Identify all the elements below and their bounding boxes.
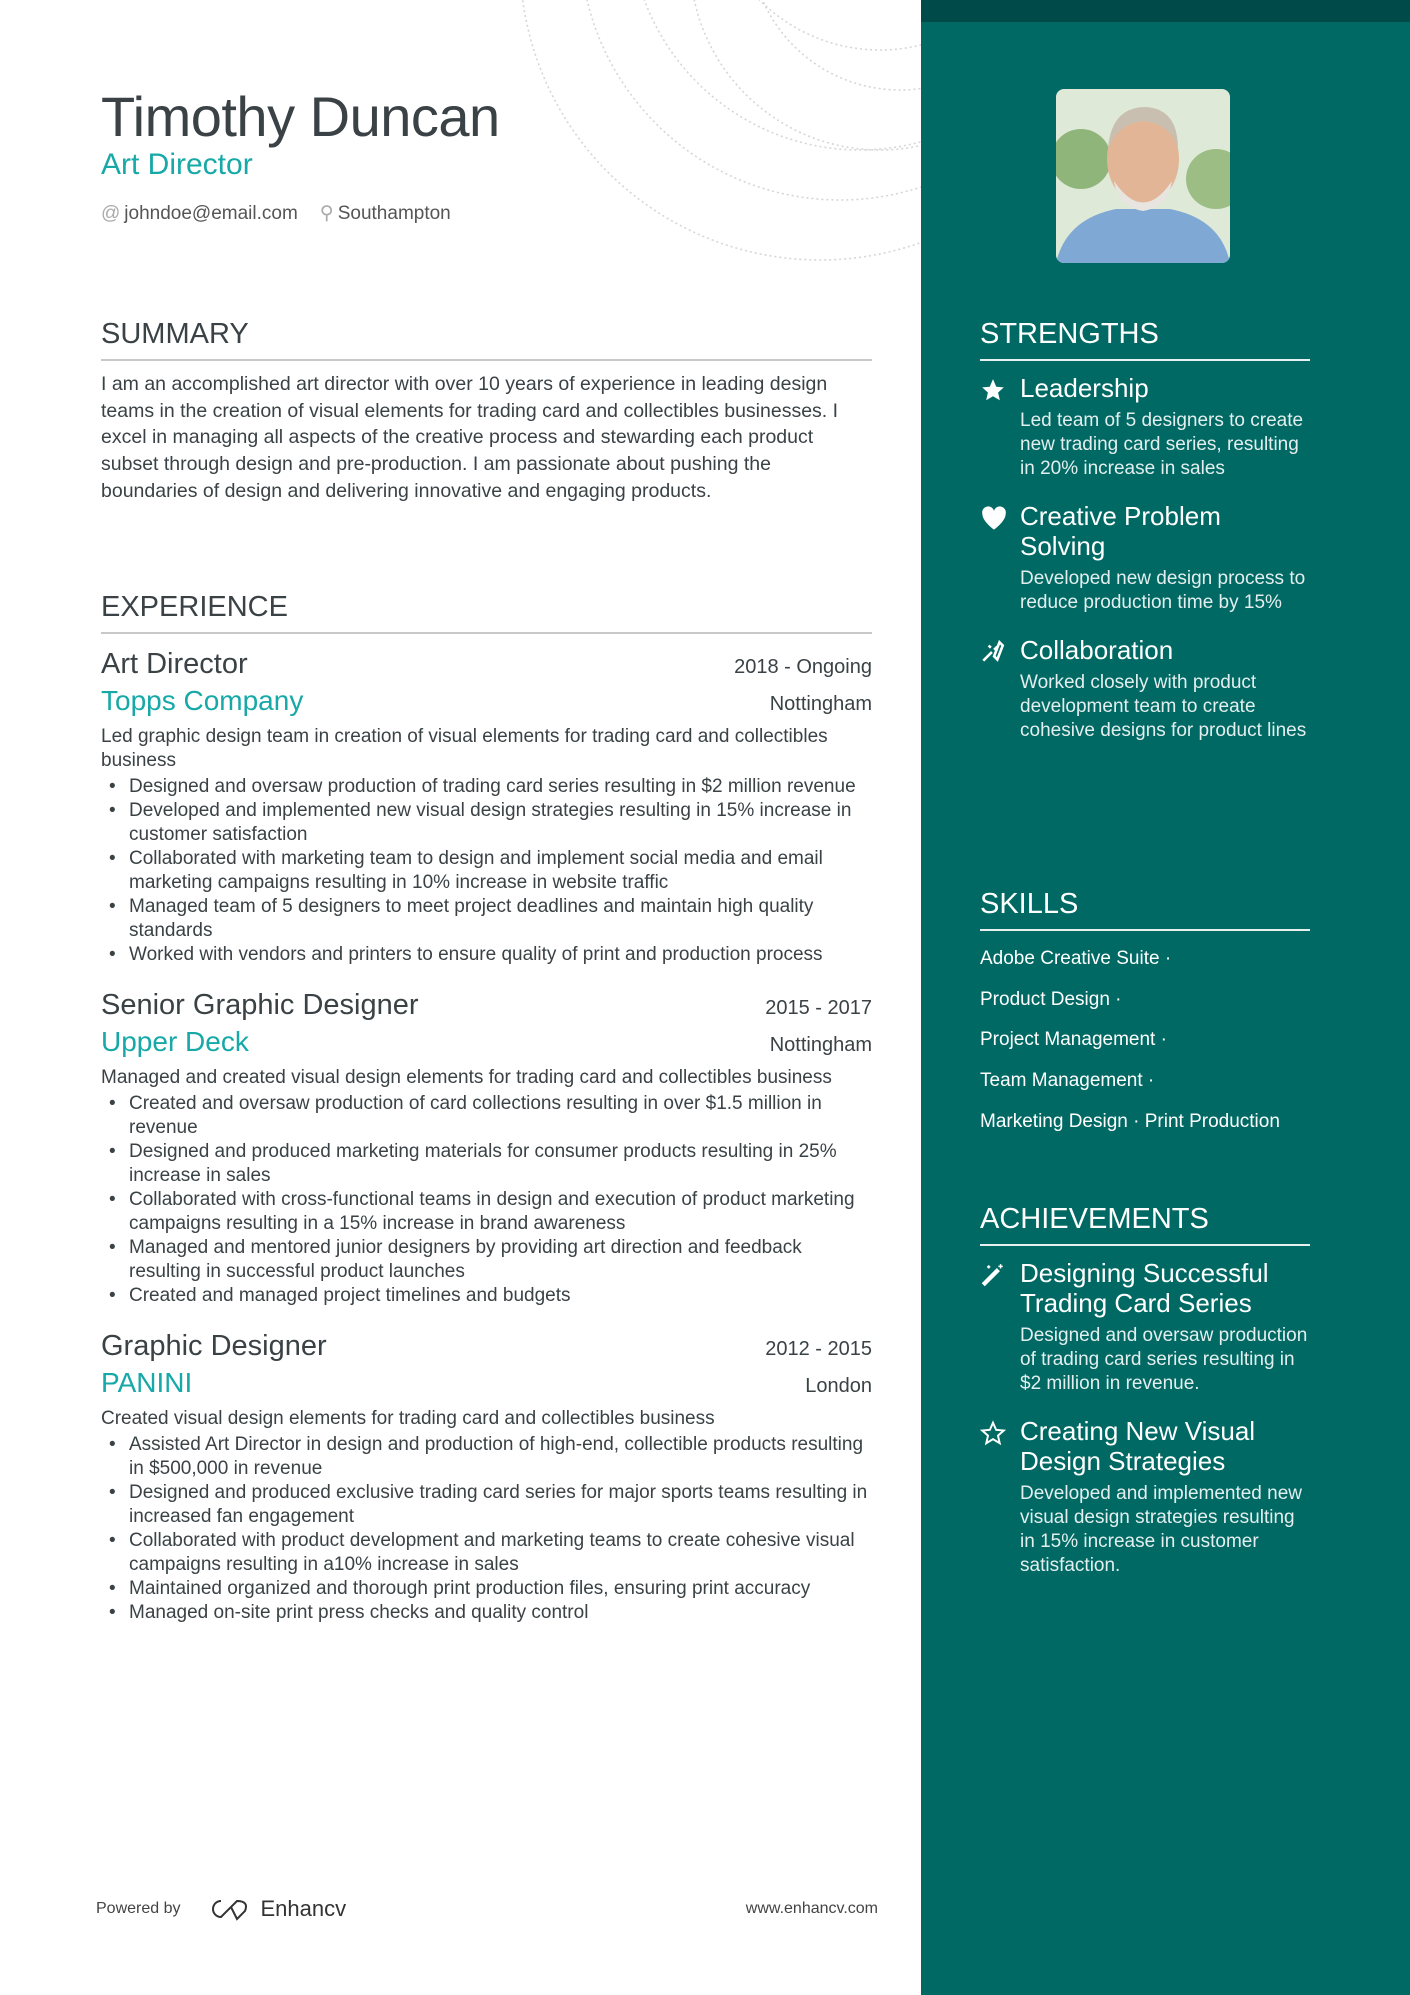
star-outline-icon xyxy=(980,1416,1020,1578)
enhancv-logo[interactable] xyxy=(207,1896,347,1922)
achievements-item xyxy=(980,1416,1310,1578)
achievements-item-text: Developed and implemented new visual design strategies resulting in 15% increase in customer satisfaction. xyxy=(1020,1483,1303,1576)
skills-section xyxy=(980,888,1310,1150)
strengths-item-title: Leadership xyxy=(1020,373,1149,403)
sidebar xyxy=(921,0,1410,1995)
footer xyxy=(96,1896,878,1922)
summary-section xyxy=(101,318,872,505)
skill-item: Adobe Creative Suite · xyxy=(980,948,1172,969)
job-description: Managed and created visual design elements for trading card and collectibles business xyxy=(101,1067,832,1088)
job-entry xyxy=(101,1330,872,1625)
summary-text: I am an accomplished art director with over 10 years of experience in leading design teams in the creation of visual elements for trading card and collectibles businesses. I excel in managing all aspects of the creative process and stewarding each product subset through design and pre-production. I am passionate about pushing the boundaries of design and delivering innovative and engaging products. xyxy=(101,373,839,502)
achievements-item-title: Designing Successful Trading Card Series xyxy=(1020,1258,1269,1318)
achievements-heading: ACHIEVEMENTS xyxy=(980,1203,1310,1246)
skill-item: Product Design · xyxy=(980,988,1122,1010)
job-bullet: • Collaborated with product development and marketing teams to create cohesive visual campaigns resulting in a10% increase in sales xyxy=(101,1529,872,1577)
job-bullet: • Managed on-site print press checks and quality control xyxy=(101,1601,872,1625)
job-title: Art Director xyxy=(101,648,248,680)
job-bullet: • Developed and implemented new visual design strategies resulting in 15% increase in customer satisfaction xyxy=(101,799,872,847)
job-entry xyxy=(101,648,872,967)
strengths-section xyxy=(980,318,1310,763)
job-title: Graphic Designer xyxy=(101,1330,327,1362)
strengths-item xyxy=(980,501,1310,615)
strengths-item-title: Creative Problem Solving xyxy=(1020,501,1221,561)
skill-item: Team Management · xyxy=(980,1070,1155,1092)
job-bullet: • Designed and oversaw production of trading card series resulting in $2 million revenue xyxy=(101,775,872,799)
experience-section xyxy=(101,591,872,1625)
handshake-icon xyxy=(980,635,1020,743)
company-name: PANINI xyxy=(101,1367,193,1398)
strengths-item-text: Worked closely with product development team to create cohesive designs for product lines xyxy=(1020,672,1307,741)
email[interactable]: johndoe@email.com xyxy=(124,202,298,224)
job-dates: 2015 - 2017 xyxy=(765,997,872,1019)
company-name: Topps Company xyxy=(101,685,304,716)
job-bullet: • Created and managed project timelines and budgets xyxy=(101,1284,872,1308)
job-location: London xyxy=(805,1375,872,1397)
achievements-section xyxy=(980,1203,1310,1598)
strengths-item-title: Collaboration xyxy=(1020,635,1174,665)
job-location: Nottingham xyxy=(769,693,872,715)
skill-item: Project Management · xyxy=(980,1029,1167,1051)
strengths-item xyxy=(980,635,1310,743)
job-bullet: • Assisted Art Director in design and production of high-end, collectible products resulting in $500,000 in revenue xyxy=(101,1433,872,1481)
location-pin-icon: ⚲ xyxy=(319,203,334,224)
contact-info xyxy=(101,202,451,225)
experience-heading: EXPERIENCE xyxy=(101,591,872,634)
job-entry xyxy=(101,989,872,1308)
enhancv-logo-icon xyxy=(207,1897,253,1921)
company-name: Upper Deck xyxy=(101,1026,249,1057)
job-bullet: • Designed and produced exclusive trading card series for major sports teams resulting in increased fan engagement xyxy=(101,1481,872,1529)
job-bullet: • Managed and mentored junior designers by providing art direction and feedback resulting in successful product launches xyxy=(101,1236,872,1284)
job-bullets xyxy=(101,1433,872,1625)
job-bullets xyxy=(101,775,872,967)
location: Southampton xyxy=(337,203,451,224)
job-description: Created visual design elements for trading card and collectibles business xyxy=(101,1408,715,1429)
sidebar-top-band xyxy=(921,0,1410,22)
job-description: Led graphic design team in creation of visual elements for trading card and collectibles business xyxy=(101,726,828,771)
job-bullet: • Maintained organized and thorough print production files, ensuring print accuracy xyxy=(101,1577,872,1601)
strengths-item xyxy=(980,373,1310,481)
job-bullets xyxy=(101,1092,872,1308)
job-bullet: • Collaborated with cross-functional teams in design and execution of product marketing campaigns resulting in a 15% increase in brand awareness xyxy=(101,1188,872,1236)
job-dates: 2012 - 2015 xyxy=(765,1338,872,1360)
job-bullet: • Designed and produced marketing materials for consumer products resulting in 25% increase in sales xyxy=(101,1140,872,1188)
summary-heading: SUMMARY xyxy=(101,318,872,361)
job-bullet: • Created and oversaw production of card collections resulting in over $1.5 million in revenue xyxy=(101,1092,872,1140)
powered-by-label: Powered by xyxy=(96,1900,181,1917)
achievements-item-text: Designed and oversaw production of trading card series resulting in $2 million in revenue. xyxy=(1020,1325,1308,1394)
job-bullet: • Worked with vendors and printers to ensure quality of print and production process xyxy=(101,943,872,967)
strengths-heading: STRENGTHS xyxy=(980,318,1310,361)
at-icon: @ xyxy=(101,202,121,224)
strengths-item-text: Led team of 5 designers to create new trading card series, resulting in 20% increase in sales xyxy=(1020,410,1304,479)
candidate-role: Art Director xyxy=(101,148,253,181)
skill-item: Marketing Design · Print Production xyxy=(980,1110,1280,1132)
achievements-item xyxy=(980,1258,1310,1396)
star-icon xyxy=(980,373,1020,481)
job-location: Nottingham xyxy=(769,1034,872,1056)
website-link[interactable]: www.enhancv.com xyxy=(745,1900,878,1917)
heart-icon xyxy=(980,501,1020,615)
magic-wand-icon xyxy=(980,1258,1020,1396)
achievements-item-title: Creating New Visual Design Strategies xyxy=(1020,1416,1256,1476)
job-bullet: • Collaborated with marketing team to design and implement social media and email marketing campaigns resulting in 10% increase in website traffic xyxy=(101,847,872,895)
candidate-name: Timothy Duncan xyxy=(101,85,500,148)
skills-heading: SKILLS xyxy=(980,888,1310,931)
profile-photo xyxy=(1056,89,1230,263)
job-title: Senior Graphic Designer xyxy=(101,989,419,1021)
job-bullet: • Managed team of 5 designers to meet project deadlines and maintain high quality standards xyxy=(101,895,872,943)
strengths-item-text: Developed new design process to reduce production time by 15% xyxy=(1020,568,1306,613)
job-dates: 2018 - Ongoing xyxy=(734,656,872,678)
brand-name: Enhancv xyxy=(260,1896,347,1921)
